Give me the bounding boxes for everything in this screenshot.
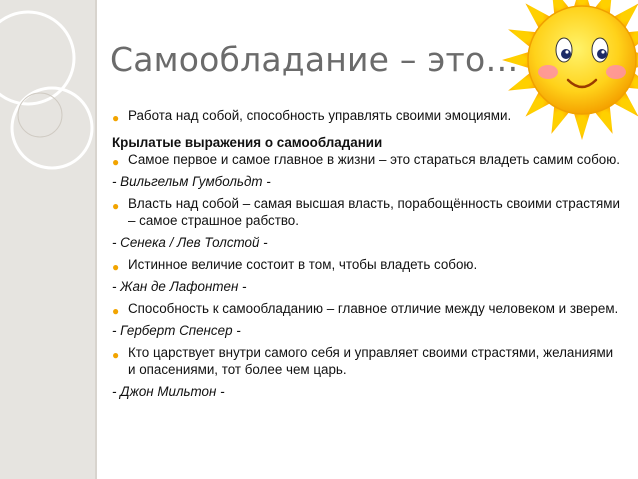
list-item: ● Самое первое и самое главное в жизни – это стараться владеть самим собою. [112, 152, 620, 169]
left-decor-band [0, 0, 97, 479]
quote-author: - Джон Мильтон - [112, 384, 225, 399]
bullet-icon: ● [112, 260, 120, 274]
bullet-icon: ● [112, 155, 120, 169]
circle-decor [0, 0, 97, 479]
list-item: ● Истинное величие состоит в том, чтобы владеть собою. [112, 257, 478, 274]
quote-author: - Жан де Лафонтен - [112, 279, 247, 294]
quote-author: - Сенека / Лев Толстой - [112, 235, 268, 250]
bullet-icon: ● [112, 111, 120, 125]
slide-title: Самообладание – это… [110, 40, 519, 79]
quote-author: - Вильгельм Гумбольдт - [112, 174, 271, 189]
list-item: ● Способность к самообладанию – главное отличие между человеком и зверем. [112, 301, 619, 318]
section-heading: Крылатые выражения о самообладании [112, 135, 383, 150]
bullet-icon: ● [112, 199, 120, 213]
list-item: ● Кто царствует внутри самого себя и управляет своими страстями, желаниями и опасениями, тот более чем царь. [112, 345, 614, 377]
slide-content [112, 107, 622, 400]
bullet-icon: ● [112, 304, 120, 318]
quote-author: - Герберт Спенсер - [112, 323, 241, 338]
list-item: ● Власть над собой – самая высшая власть, порабощённость своими страстями – самое страшное рабство. [112, 196, 620, 228]
bullet-icon: ● [112, 348, 120, 362]
list-item: ● Работа над собой, способность управлять своими эмоциями. [112, 108, 512, 125]
